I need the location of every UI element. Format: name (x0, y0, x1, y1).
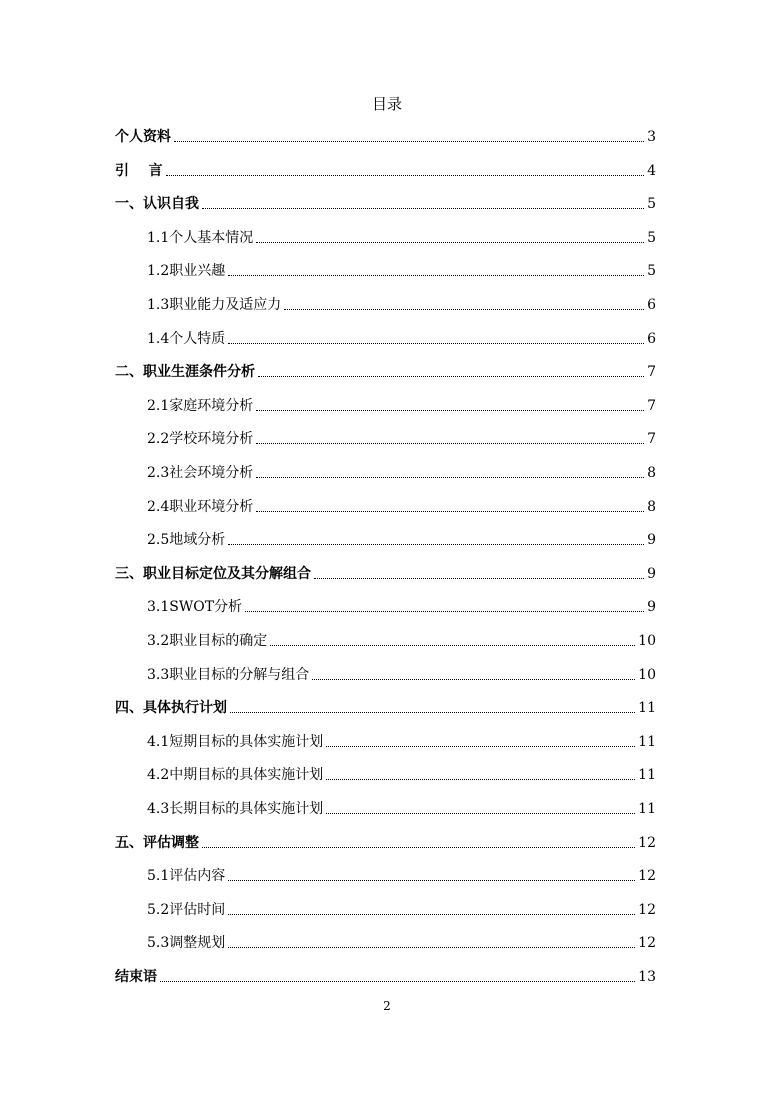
toc-entry-label: 3.2职业目标的确定 (147, 633, 268, 649)
toc-entry[interactable] (115, 159, 656, 181)
toc-entry-label: 1.1个人基本情况 (147, 229, 254, 246)
toc-leader-dots (228, 275, 644, 276)
toc-entry[interactable] (147, 293, 656, 315)
toc-entry[interactable] (115, 831, 656, 853)
toc-entry-page: 11 (638, 700, 656, 717)
toc-entry-label: 三、职业目标定位及其分解组合 (115, 565, 311, 582)
toc-entry[interactable] (115, 360, 656, 382)
toc-entry[interactable] (147, 595, 656, 617)
toc-leader-dots (312, 679, 635, 680)
toc-entry-label: 2.3社会环境分析 (147, 465, 254, 481)
toc-leader-dots (228, 544, 644, 545)
toc-entry-label: 个人资料 (115, 129, 171, 145)
toc-entry-page: 11 (638, 801, 656, 817)
toc-entry-label: 2.1家庭环境分析 (147, 397, 254, 414)
toc-leader-dots (228, 880, 635, 881)
toc-entry-page: 5 (647, 229, 656, 246)
toc-title: 目录 (371, 95, 402, 113)
toc-entry-page: 10 (638, 666, 656, 683)
toc-entry-page: 7 (647, 397, 656, 414)
toc-entry-label: 五、评估调整 (115, 834, 199, 851)
toc-entry-label: 引 言 (115, 162, 163, 179)
toc-entry[interactable] (147, 495, 656, 517)
toc-entry-page: 11 (638, 733, 656, 750)
toc-entry-label: 结束语 (115, 969, 157, 985)
toc-leader-dots (202, 847, 635, 848)
toc-entry-page: 6 (647, 297, 656, 313)
toc-entry-label: 2.2学校环境分析 (147, 431, 254, 448)
toc-leader-dots (256, 410, 644, 411)
toc-entry[interactable] (147, 864, 656, 886)
toc-entry-label: 二、职业生涯条件分析 (115, 364, 255, 381)
toc-entry-label: 一、认识自我 (115, 196, 199, 213)
toc-entry[interactable] (147, 528, 656, 550)
toc-entry[interactable] (115, 562, 656, 584)
toc-leader-dots (174, 141, 644, 142)
toc-entry-page: 13 (638, 969, 656, 985)
toc-entry[interactable] (147, 730, 656, 752)
toc-leader-dots (326, 779, 635, 780)
toc-entry[interactable] (147, 898, 656, 920)
toc-leader-dots (314, 578, 644, 579)
toc-leader-dots (228, 947, 635, 948)
toc-entry-page: 5 (647, 263, 656, 280)
toc-entry-label: 3.1SWOT分析 (147, 599, 243, 616)
toc-leader-dots (256, 443, 644, 444)
toc-entry-page: 9 (647, 599, 656, 616)
toc-entry-label: 4.2中期目标的具体实施计划 (147, 767, 324, 784)
toc-entry-label: 4.1短期目标的具体实施计划 (147, 733, 324, 750)
toc-entry-label: 2.5地域分析 (147, 532, 226, 549)
toc-entry-page: 12 (638, 834, 656, 851)
toc-entry-page: 5 (647, 196, 656, 213)
toc-leader-dots (245, 611, 644, 612)
toc-leader-dots (326, 746, 635, 747)
toc-entry-page: 12 (638, 868, 656, 885)
toc-leader-dots (160, 981, 635, 982)
toc-leader-dots (230, 712, 635, 713)
toc-leader-dots (202, 208, 644, 209)
toc-entry-label: 四、具体执行计划 (115, 700, 227, 717)
toc-entry[interactable] (115, 125, 656, 147)
toc-entry[interactable] (147, 663, 656, 685)
toc-entry-page: 8 (647, 465, 656, 481)
toc-entry-page: 12 (638, 935, 656, 952)
page-number: 2 (383, 999, 391, 1013)
toc-leader-dots (228, 914, 635, 915)
toc-entry[interactable] (147, 327, 656, 349)
toc-leader-dots (326, 813, 635, 814)
toc-entry[interactable] (115, 696, 656, 718)
toc-entry-page: 10 (638, 633, 656, 649)
toc-entry[interactable] (115, 965, 656, 987)
toc-leader-dots (256, 511, 644, 512)
toc-leader-dots (228, 343, 644, 344)
toc-entry[interactable] (147, 763, 656, 785)
toc-entry-label: 3.3职业目标的分解与组合 (147, 666, 310, 683)
toc-entry-label: 5.3调整规划 (147, 935, 226, 952)
toc-entry-page: 7 (647, 431, 656, 448)
toc-entry-page: 12 (638, 901, 656, 918)
toc-entry[interactable] (115, 192, 656, 214)
toc-entry-label: 5.2评估时间 (147, 901, 226, 918)
toc-entry-page: 8 (647, 498, 656, 515)
toc-entry-page: 7 (647, 364, 656, 381)
toc-entry[interactable] (147, 427, 656, 449)
toc-entry-label: 1.4个人特质 (147, 330, 226, 347)
toc-entry[interactable] (147, 259, 656, 281)
toc-leader-dots (258, 376, 644, 377)
toc-leader-dots (256, 477, 644, 478)
toc-entry[interactable] (147, 461, 656, 483)
toc-entry-page: 9 (647, 565, 656, 582)
toc-entry-page: 9 (647, 532, 656, 549)
toc-entry[interactable] (147, 931, 656, 953)
toc-entry[interactable] (147, 394, 656, 416)
toc-leader-dots (166, 175, 645, 176)
toc-entry-label: 1.3职业能力及适应力 (147, 297, 282, 313)
toc-entry[interactable] (147, 797, 656, 819)
toc-entry[interactable] (147, 226, 656, 248)
toc-entry-label: 5.1评估内容 (147, 868, 226, 885)
toc-entry-page: 4 (647, 162, 656, 179)
toc-entry-label: 2.4职业环境分析 (147, 498, 254, 515)
toc-entry-page: 3 (647, 129, 656, 145)
toc-leader-dots (284, 309, 644, 310)
toc-entry-page: 11 (638, 767, 656, 784)
toc-entry[interactable] (147, 629, 656, 651)
toc-entry-label: 1.2职业兴趣 (147, 263, 226, 280)
toc-leader-dots (270, 645, 635, 646)
toc-entry-page: 6 (647, 330, 656, 347)
toc-entry-label: 4.3长期目标的具体实施计划 (147, 801, 324, 817)
toc-leader-dots (256, 242, 644, 243)
